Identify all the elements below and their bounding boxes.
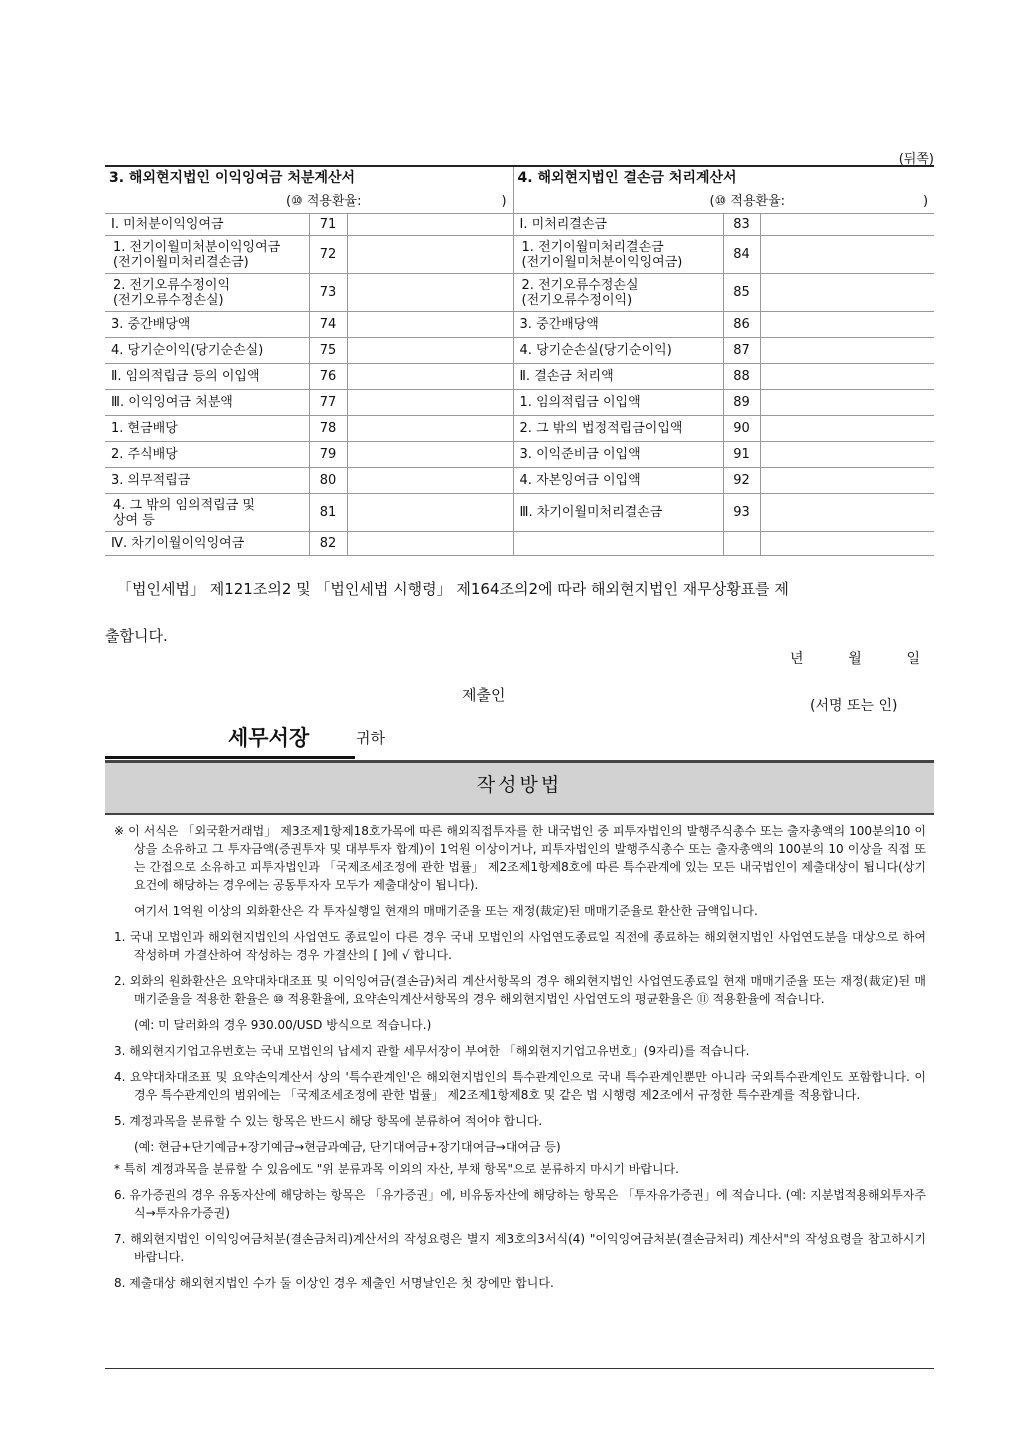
left-row-amount[interactable] [347, 274, 513, 312]
right-row-amount[interactable] [760, 312, 934, 338]
instruction-item-3: 3. 해외현지기업고유번호는 국내 모법인의 납세지 관할 세무서장이 부여한 「해외현지기업고유번호」(9자리)를 적습니다. [114, 1044, 750, 1058]
left-row-code: 79 [309, 442, 347, 468]
right-row-label: Ⅱ. 결손금 처리액 [513, 364, 723, 390]
right-row-code: 85 [723, 274, 760, 312]
right-row-code: 93 [723, 494, 760, 532]
left-row-label: Ⅱ. 임의적립금 등의 이입액 [105, 364, 309, 390]
right-row-label: Ⅰ. 미처리결손금 [513, 214, 723, 236]
right-row-amount[interactable] [760, 390, 934, 416]
submission-statement [105, 566, 934, 660]
table-row [105, 364, 934, 390]
right-row-code: 89 [723, 390, 760, 416]
instruction-item-8: 8. 제출대상 해외현지법인 수가 둘 이상인 경우 제출인 서명날인은 첫 장에만 합니다. [114, 1276, 554, 1290]
instruction-note: ※ 이 서식은 「외국환거래법」 제3조제1항제18호가목에 따른 해외직접투자를 한 내국법인 중 피투자법인의 발행주식총수 또는 출자총액의 100분의10 이상을 소유하고 그 투자금액(증권투자 및 대부투자 합계)이 1억원 이상이거나, 피투자법인의 발행주식총수 또는 출자총액의 100분의 10 이상을 직접 또는 간접으로 소유하고 피투자법인과 「국제조세조정에 관한 법률」 제2조제1항제8호에 따른 특수관계에 있는 모든 내국법인이 제출대상이 됩니다(상기 요건에 해당하는 경우에는 공동투자자 모두가 제출대상이 됩니다). [114, 824, 926, 892]
right-row-amount[interactable] [760, 214, 934, 236]
right-row-code: 90 [723, 416, 760, 442]
left-row-label: 1. 현금배당 [105, 416, 309, 442]
right-rate-close: ) [922, 193, 929, 209]
table-row [105, 442, 934, 468]
left-row-code: 78 [309, 416, 347, 442]
left-row-label: 4. 당기순이익(당기순손실) [105, 338, 309, 364]
left-row-label: Ⅲ. 이익잉여금 처분액 [105, 390, 309, 416]
back-side-label: (뒤쪽) [898, 152, 934, 167]
instructions-body [114, 822, 926, 1300]
table-row [105, 390, 934, 416]
left-row-label: 2. 주식배당 [105, 442, 309, 468]
instruction-item-1: 1. 국내 모법인과 해외현지법인의 사업연도 종료일이 다른 경우 국내 모법인의 사업연도종료일 직전에 종료하는 해외현지법인 사업연도분을 대상으로 하여 작성하며 가결산하여 작성하는 경우 가결산의 [ ]에 √ 합니다. [114, 930, 926, 962]
statement-line-2: 출합니다. [105, 627, 168, 645]
table-row [105, 274, 934, 312]
table-row [105, 494, 934, 532]
instructions-header [105, 760, 934, 815]
left-row-code: 74 [309, 312, 347, 338]
table-row [105, 532, 934, 556]
right-row-code: 83 [723, 214, 760, 236]
right-row-label: 1. 임의적립금 이입액 [513, 390, 723, 416]
right-row-label: 3. 이익준비금 이입액 [513, 442, 723, 468]
statements-table [105, 167, 934, 556]
statement-line-1: 「법인세법」 제121조의2 및 「법인세법 시행령」 제164조의2에 따라 해외현지법인 재무상황표를 제 [117, 580, 789, 598]
left-row-amount[interactable] [347, 312, 513, 338]
left-row-label: 3. 중간배당액 [105, 312, 309, 338]
left-row-amount[interactable] [347, 468, 513, 494]
right-row-amount[interactable] [760, 236, 934, 274]
table-row [105, 312, 934, 338]
left-row-code: 80 [309, 468, 347, 494]
right-row-amount[interactable] [760, 442, 934, 468]
left-row-code: 81 [309, 494, 347, 532]
left-row-code: 73 [309, 274, 347, 312]
left-row-label: 4. 그 밖의 임의적립금 및 상여 등 [105, 494, 309, 532]
right-row-label: 2. 전기오류수정손실 (전기오류수정이익) [513, 274, 723, 312]
instruction-item-5-note: * 특히 계정과목을 분류할 수 있음에도 "위 분류과목 이외의 자산, 부채 항목"으로 분류하지 마시기 바랍니다. [114, 1162, 679, 1176]
right-row-amount[interactable] [760, 468, 934, 494]
day-label: 일 [906, 651, 920, 667]
instruction-note-2: 여기서 1억원 이상의 외화환산은 각 투자실행일 현재의 매매기준율 또는 재정(裁定)된 매매기준율로 환산한 금액입니다. [134, 904, 758, 918]
left-row-label: 3. 의무적립금 [105, 468, 309, 494]
instruction-item-6: 6. 유가증권의 경우 유동자산에 해당하는 항목은 「유가증권」에, 비유동자산에 해당하는 항목은 「투자유가증권」에 적습니다. (예: 지분법적용해외투자주식→투자유가증권) [114, 1188, 926, 1220]
left-rate-label: (⑩ 적용환율: [286, 193, 362, 209]
right-row-amount[interactable] [760, 274, 934, 312]
right-row-label: 2. 그 밖의 법정적립금이입액 [513, 416, 723, 442]
right-row-label: 3. 중간배당액 [513, 312, 723, 338]
right-row-code: 92 [723, 468, 760, 494]
left-row-amount[interactable] [347, 364, 513, 390]
right-row-code: 91 [723, 442, 760, 468]
left-row-code: 75 [309, 338, 347, 364]
addressee-suffix: 귀하 [356, 729, 385, 747]
right-row-amount[interactable] [760, 494, 934, 532]
year-label: 년 [790, 651, 804, 667]
right-row-amount[interactable] [760, 416, 934, 442]
instruction-item-5-example: (예: 현금+단기예금+장기예금→현금과예금, 단기대여금+장기대여금→대여금 등) [134, 1140, 561, 1154]
left-row-code: 71 [309, 214, 347, 236]
right-row-code: 86 [723, 312, 760, 338]
right-row-label: Ⅲ. 차기이월미처리결손금 [513, 494, 723, 532]
right-row-label: 1. 전기이월미처리결손금 (전기이월미처분이익잉여금) [513, 236, 723, 274]
left-row-label: Ⅰ. 미처분이익잉여금 [105, 214, 309, 236]
right-row-code: 84 [723, 236, 760, 274]
instructions-title: 작성방법 [476, 774, 563, 796]
left-section-title: 3. 해외현지법인 이익잉여금 처분계산서 [105, 167, 513, 189]
left-row-amount[interactable] [347, 442, 513, 468]
divider [105, 756, 355, 759]
left-row-amount[interactable] [347, 236, 513, 274]
instruction-item-7: 7. 해외현지법인 이익잉여금처분(결손금처리)계산서의 작성요령은 별지 제3호의3서식(4) "이익잉여금처분(결손금처리) 계산서"의 작성요령을 참고하시기 바랍니다. [114, 1232, 926, 1264]
table-row [105, 338, 934, 364]
left-row-amount[interactable] [347, 338, 513, 364]
right-row-code: 88 [723, 364, 760, 390]
table-row [105, 416, 934, 442]
right-row-label [513, 532, 723, 556]
month-label: 월 [848, 651, 862, 667]
left-row-amount[interactable] [347, 214, 513, 236]
instruction-item-2: 2. 외화의 원화환산은 요약대차대조표 및 이익잉여금(결손금)처리 계산서항목의 경우 해외현지법인 사업연도종료일 현재 매매기준율 또는 재정(裁定)된 매매기준율을 적용한 환율은 ⑩ 적용환율에, 요약손익계산서항목의 경우 해외현지법인 사업연도의 평균환율은 ⑪ 적용환율에 적습니다. [114, 974, 926, 1006]
right-row-amount[interactable] [760, 338, 934, 364]
left-row-code: 72 [309, 236, 347, 274]
left-row-code: 82 [309, 532, 347, 556]
right-row-label: 4. 당기순손실(당기순이익) [513, 338, 723, 364]
instruction-item-2-example: (예: 미 달러화의 경우 930.00/USD 방식으로 적습니다.) [134, 1018, 432, 1032]
bottom-divider [105, 1368, 934, 1369]
left-row-amount[interactable] [347, 416, 513, 442]
submitter-label: 제출인 [462, 686, 506, 704]
table-row [105, 236, 934, 274]
tax-office-label: 세무서장 [228, 726, 310, 750]
right-row-label: 4. 자본잉여금 이입액 [513, 468, 723, 494]
left-row-code: 76 [309, 364, 347, 390]
instruction-item-4: 4. 요약대차대조표 및 요약손익계산서 상의 '특수관계인'은 해외현지법인의 특수관계인으로 국내 특수관계인뿐만 아니라 국외특수관계인도 포함합니다. 이 경우 특수관계인의 범위에는 「국제조세조정에 관한 법률」 제2조제1항제8호 및 같은 법 시행령 제2조에서 규정한 특수관계를 적용합니다. [114, 1070, 926, 1102]
signature-label: (서명 또는 인) [810, 698, 898, 714]
left-row-code: 77 [309, 390, 347, 416]
left-row-label: 1. 전기이월미처분이익잉여금 (전기이월미처리결손금) [105, 236, 309, 274]
right-row-code [723, 532, 760, 556]
instruction-item-5: 5. 계정과목을 분류할 수 있는 항목은 반드시 해당 항목에 분류하여 적어야 합니다. [114, 1114, 543, 1128]
statements-form [105, 165, 934, 556]
right-row-amount[interactable] [760, 532, 934, 556]
left-row-amount[interactable] [347, 494, 513, 532]
date-fields [790, 648, 920, 668]
right-row-amount[interactable] [760, 364, 934, 390]
left-rate-close: ) [501, 193, 507, 209]
left-row-amount[interactable] [347, 532, 513, 556]
right-row-code: 87 [723, 338, 760, 364]
left-row-amount[interactable] [347, 390, 513, 416]
right-section-title: 4. 해외현지법인 결손금 처리계산서 [517, 169, 737, 186]
table-row [105, 214, 934, 236]
table-row [105, 468, 934, 494]
left-row-label: Ⅳ. 차기이월이익잉여금 [105, 532, 309, 556]
left-row-label: 2. 전기오류수정이익 (전기오류수정손실) [105, 274, 309, 312]
right-rate-label: (⑩ 적용환율: [709, 193, 786, 209]
